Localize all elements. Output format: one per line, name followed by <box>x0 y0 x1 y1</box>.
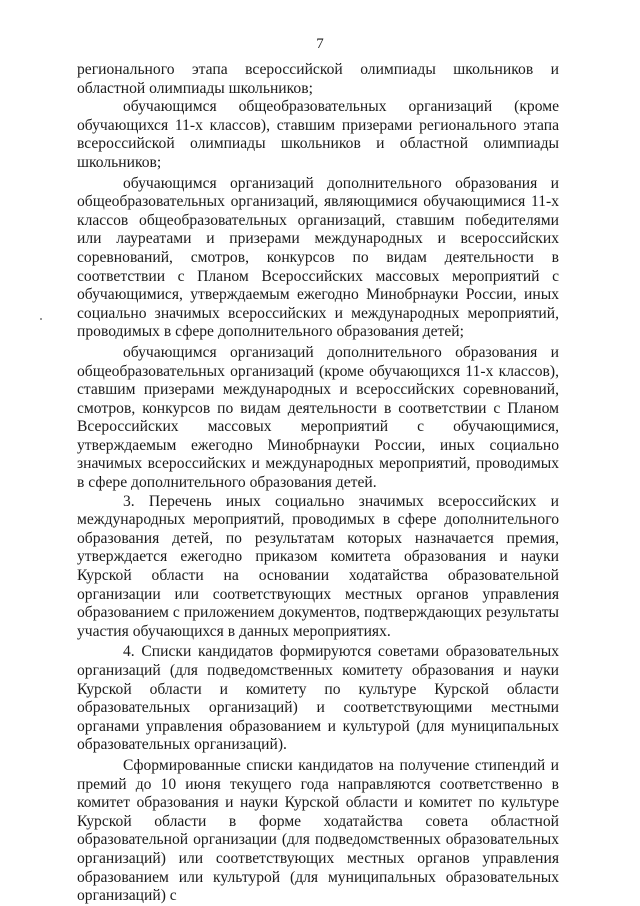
document-body <box>77 61 559 906</box>
paragraph-competition-prizewinners: обучающимся организаций дополнительного образования и общеобразовательных организаций (кроме обучающихся 11-х классов), ставшим призерами международных и всероссийских соревнований, смотров, конкурсов по видам деятельности в соответствии с Планом Всероссийских массовых мероприятий с обучающимися, утверждаемым ежегодно Минобрнауки России, иных социально значимых всероссийских и международных мероприятий, проводимых в сфере дополнительного образования детей. <box>77 343 559 492</box>
paragraph-grade11-winners: обучающимся организаций дополнительного образования и общеобразовательных организаций, являющимися обучающимися 11-х классов общеобразовательных организаций, ставшим победителями или лауреатами и призерами международных и всероссийских соревнований, смотров, конкурсов по видам деятельности в соответствии с Планом Всероссийских массовых мероприятий с обучающимися, утверждаемым ежегодно Минобрнауки России, иных социально значимых всероссийских и международных мероприятий, проводимых в сфере дополнительного образования детей; <box>77 174 559 341</box>
page-number: 7 <box>316 36 324 52</box>
paragraph-item-4: 4. Списки кандидатов формируются советами образовательных организаций (для подведомственных комитету образования и науки Курской области и комитету по культуре Курской области образовательных организаций) и соответствующими местными органами управления образованием и культурой (для муниципальных образовательных организаций). <box>77 643 559 754</box>
paragraph-candidate-lists: Сформированные списки кандидатов на получение стипендий и премий до 10 июня текущего года направляются соответственно в комитет образования и науки Курской области и комитет по культуре Курской области в форме ходатайства совета областной образовательной организации (для подведомственных образовательных организаций) или соответствующих местных органов управления образованием или культурой (для муниципальных образовательных организаций) с <box>77 756 559 905</box>
paragraph-item-3: 3. Перечень иных социально значимых всероссийских и международных мероприятий, проводимых в сфере дополнительного образования детей, по результатам которых назначается премия, утверждается ежегодно приказом комитета образования и науки Курской области на основании ходатайства образовательной организации или соответствующих местных органов управления образованием с приложением документов, подтверждающих результаты участия обучающихся в данных мероприятиях. <box>77 492 559 640</box>
scan-speck <box>40 318 42 320</box>
paragraph-continuation: регионального этапа всероссийской олимпиады школьников и областной олимпиады школьников; <box>77 61 559 97</box>
paragraph-olympiad-prizewinners: обучающимся общеобразовательных организаций (кроме обучающихся 11-х классов), ставшим призерами регионального этапа всероссийской олимпиады школьников и областной олимпиады школьников; <box>77 98 559 171</box>
